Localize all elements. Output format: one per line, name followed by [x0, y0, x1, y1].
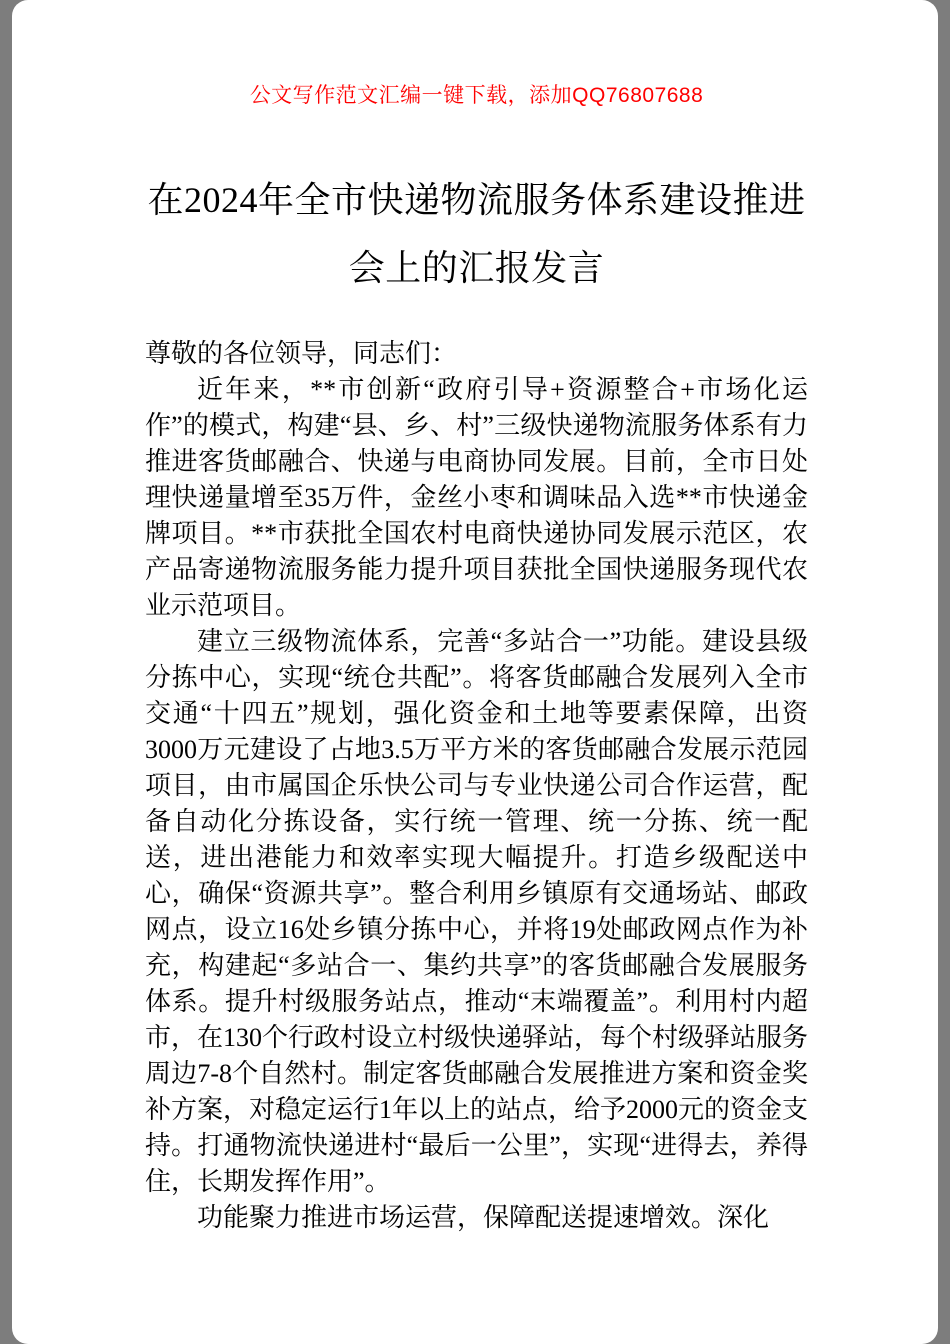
document-page	[12, 0, 938, 1344]
paragraph-2: 建立三级物流体系，完善“多站合一”功能。建设县级分拣中心，实现“统仓共配”。将客货邮融合发展列入全市交通“十四五”规划，强化资金和土地等要素保障，出资3000万元建设了占地3.5万平方米的客货邮融合发展示范园项目，由市属国企乐快公司与专业快递公司合作运营，配备自动化分拣设备，实行统一管理、统一分拣、统一配送，进出港能力和效率实现大幅提升。打造乡级配送中心，确保“资源共享”。整合利用乡镇原有交通场站、邮政网点，设立16处乡镇分拣中心，并将19处邮政网点作为补充，构建起“多站合一、集约共享”的客货邮融合发展服务体系。提升村级服务站点，推动“末端覆盖”。利用村内超市，在130个行政村设立村级快递驿站，每个村级驿站服务周边7-8个自然村。制定客货邮融合发展推进方案和资金奖补方案，对稳定运行1年以上的站点，给予2000元的资金支持。打通物流快递进村“最后一公里”，实现“进得去，养得住，长期发挥作用”。	[145, 627, 809, 1196]
salutation: 尊敬的各位领导，同志们：	[145, 339, 458, 368]
paragraph-3: 功能聚力推进市场运营，保障配送提速增效。深化	[197, 1203, 770, 1232]
document-body	[145, 336, 808, 1236]
document-title-line-1: 在2024年全市快递物流服务体系建设推进	[147, 180, 806, 220]
promo-notice: 公文写作范文汇编一键下载，添加QQ76807688	[249, 84, 704, 107]
document-title-line-2: 会上的汇报发言	[348, 248, 605, 288]
paragraph-1: 近年来，**市创新“政府引导+资源整合+市场化运作”的模式，构建“县、乡、村”三级快递物流服务体系有力推进客货邮融合、快递与电商协同发展。目前，全市日处理快递量增至35万件，金丝小枣和调味品入选**市快递金牌项目。**市获批全国农村电商快递协同发展示范区，农产品寄递物流服务能力提升项目获批全国快递服务现代农业示范项目。	[145, 375, 808, 620]
document-title	[145, 166, 808, 302]
